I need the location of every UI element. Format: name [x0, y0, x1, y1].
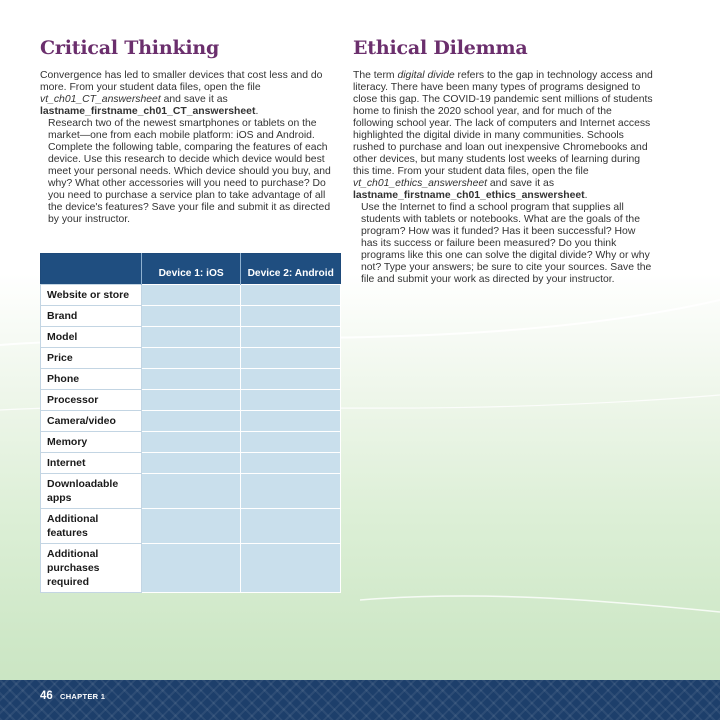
critical-thinking-instructions: Research two of the newest smartphones or tablets on the market—one from each mobile platform: iOS and Android. Complete the following table, comparing the features of each device. Use this research to decide which device would best meet your personal needs. Which device should you buy, and why? What other accessories will you need to purchase? Do you need to purchase a service plan to take advantage of all the device's features? Save your file and submit it as directed by your instructor.: [48, 118, 331, 225]
row-label: Memory: [41, 432, 142, 453]
table-row: [41, 453, 341, 474]
critical-thinking-intro: [40, 70, 340, 118]
table-cell[interactable]: [141, 390, 241, 411]
row-label: Processor: [41, 390, 142, 411]
ethical-dilemma-paragraph-1: [353, 70, 653, 202]
row-label: Camera/video: [41, 411, 142, 432]
table-header-device-2: Device 2: Android: [241, 254, 341, 285]
dilemma-text-4: .: [584, 190, 588, 201]
table-cell[interactable]: [241, 432, 341, 453]
table-row: [41, 306, 341, 327]
table-row: [41, 432, 341, 453]
row-label: Downloadable apps: [41, 474, 142, 509]
intro-text: Convergence has led to smaller devices that cost less and do more. From your student data files, open the file: [40, 70, 323, 93]
table-cell[interactable]: [141, 327, 241, 348]
table-row: [41, 327, 341, 348]
table-cell[interactable]: [241, 544, 341, 593]
intro-text-2: and save it as: [160, 94, 228, 105]
row-label: Website or store: [41, 285, 142, 306]
table-cell[interactable]: [241, 390, 341, 411]
table-cell[interactable]: [241, 306, 341, 327]
critical-thinking-title: Critical Thinking: [40, 37, 220, 59]
page-number: 46: [40, 690, 53, 702]
table-header-device-1: Device 1: iOS: [141, 254, 241, 285]
table-header-blank: [41, 254, 142, 285]
page-footer: [0, 680, 720, 720]
table-cell[interactable]: [241, 411, 341, 432]
table-cell[interactable]: [241, 369, 341, 390]
device-comparison-table: [40, 253, 341, 593]
table-cell[interactable]: [141, 453, 241, 474]
dilemma-file-name: vt_ch01_ethics_answersheet: [353, 178, 488, 189]
table-cell[interactable]: [241, 327, 341, 348]
table-cell[interactable]: [141, 544, 241, 593]
intro-file-name: vt_ch01_CT_answersheet: [40, 94, 161, 105]
table-cell[interactable]: [141, 285, 241, 306]
intro-save-name: lastname_firstname_ch01_CT_answersheet: [40, 106, 256, 117]
row-label: Phone: [41, 369, 142, 390]
row-label: Price: [41, 348, 142, 369]
table-cell[interactable]: [241, 285, 341, 306]
critical-thinking-section: [40, 36, 340, 226]
table-cell[interactable]: [141, 369, 241, 390]
dilemma-term: digital divide: [397, 70, 455, 81]
row-label: Additional purchases required: [41, 544, 142, 593]
table-cell[interactable]: [141, 509, 241, 544]
ethical-dilemma-paragraph-2: Use the Internet to find a school program that supplies all students with tablets or notebooks. What are the goals of the program? How was it funded? Has it been successful? How has its success or failure been measured? Do you think programs like this one can solve the digital divide? Why or why not? Type your answers; be sure to cite your sources. Save the file and submit your work as directed by your instructor.: [361, 202, 652, 285]
row-label: Model: [41, 327, 142, 348]
table-row: [41, 390, 341, 411]
chapter-label: CHAPTER 1: [60, 692, 106, 701]
table-row: [41, 544, 341, 593]
ethical-dilemma-title: Ethical Dilemma: [353, 37, 528, 59]
table-cell[interactable]: [241, 453, 341, 474]
dilemma-text-3: and save it as: [487, 178, 555, 189]
dilemma-save-name: lastname_firstname_ch01_ethics_answersheet: [353, 190, 585, 201]
row-label: Brand: [41, 306, 142, 327]
ethical-dilemma-section: [353, 36, 653, 286]
table-cell[interactable]: [141, 411, 241, 432]
dilemma-text: The term: [353, 70, 398, 81]
table-cell[interactable]: [141, 474, 241, 509]
table-row: [41, 509, 341, 544]
table-row: [41, 411, 341, 432]
table-row: [41, 369, 341, 390]
table-cell[interactable]: [141, 348, 241, 369]
table-cell[interactable]: [141, 306, 241, 327]
table-header-row: [41, 254, 341, 285]
table-row: [41, 474, 341, 509]
row-label: Internet: [41, 453, 142, 474]
table-cell[interactable]: [141, 432, 241, 453]
table-row: [41, 348, 341, 369]
table-cell[interactable]: [241, 348, 341, 369]
row-label: Additional features: [41, 509, 142, 544]
table-row: [41, 285, 341, 306]
intro-text-3: .: [255, 106, 259, 117]
dilemma-text-2: refers to the gap in technology access and literacy. There have been many types of programs designed to close this gap. The COVID-19 pandemic sent millions of students home to finish the 2020 school year, and for much of the following school year. The lack of computers and Internet access highlighted the digital divide in many communities. Schools rushed to purchase and loan out inexpensive Chromebooks and other devices, but many students lost weeks of learning during this time. From your student data files, open the file: [353, 70, 653, 177]
table-cell[interactable]: [241, 509, 341, 544]
table-cell[interactable]: [241, 474, 341, 509]
